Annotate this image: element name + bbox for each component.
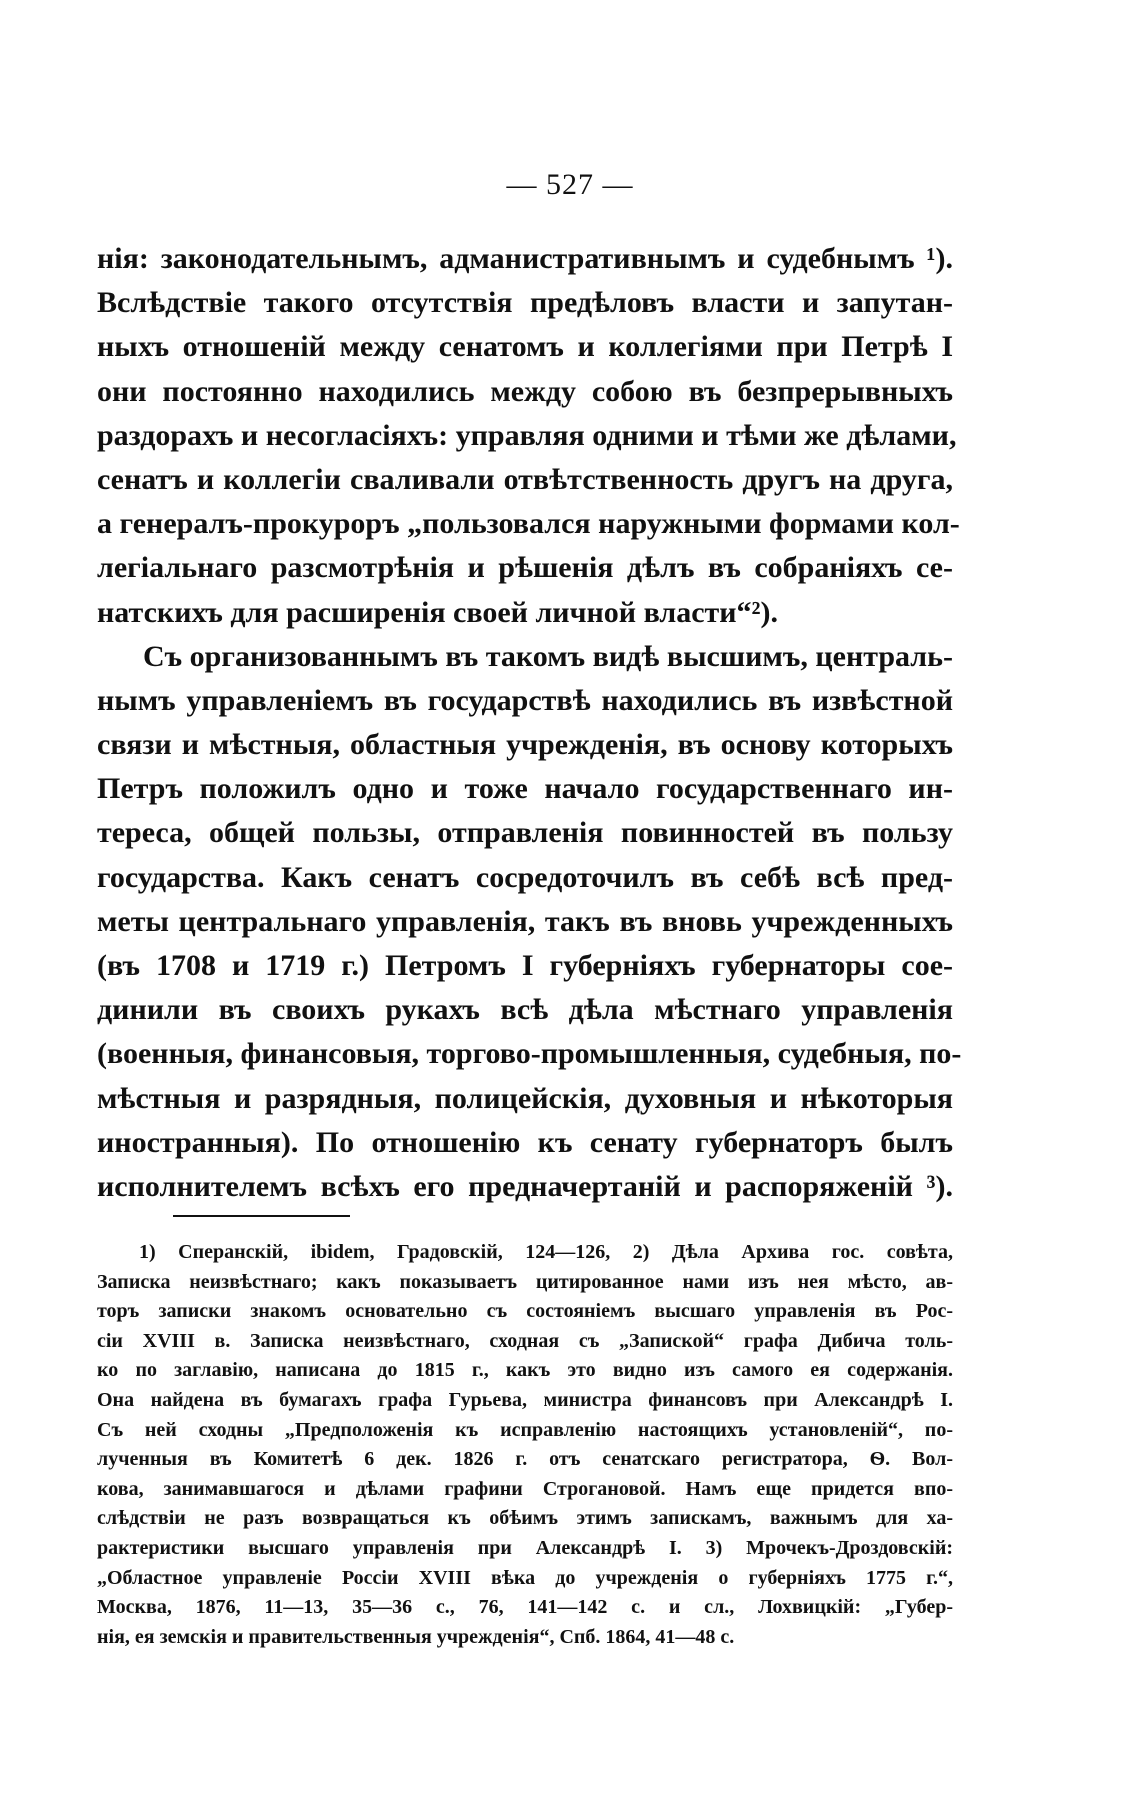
footnote-line: нія, ея земскія и правительственныя учрежденія“, Спб. 1864, 41—48 с. xyxy=(97,1625,735,1648)
footnote-line: „Областное управленіе Россіи XVIII вѣка до учрежденія о губерніяхъ 1775 г.“, xyxy=(97,1566,953,1589)
text-line: меты центральнаго управленія, такъ въ вновь учрежденныхъ xyxy=(97,904,953,938)
text-line: исполнителемъ всѣхъ его предначертаній и распоряженій ³). xyxy=(97,1169,953,1203)
footnote-line: ко по заглавію, написана до 1815 г., какъ это видно изъ самого ея содержанія. xyxy=(97,1359,953,1382)
text-line: они постоянно находились между собою въ безпрерывныхъ xyxy=(97,374,953,408)
text-line: Петръ положилъ одно и тоже начало государственнаго ин- xyxy=(97,772,953,806)
text-line: государства. Какъ сенатъ сосредоточилъ въ себѣ всѣ пред- xyxy=(97,860,953,894)
footnote-line: лученныя въ Комитетѣ 6 дек. 1826 г. отъ сенатскаго регистратора, Ѳ. Вол- xyxy=(97,1448,953,1471)
footnotes xyxy=(97,1238,953,1652)
text-line: легіальнаго разсмотрѣнія и рѣшенія дѣлъ въ собраніяхъ се- xyxy=(97,551,953,585)
body-text xyxy=(97,237,962,1209)
footnote-line: торъ записки знакомъ основательно съ состояніемъ высшаго управленія въ Рос- xyxy=(97,1300,953,1323)
text-line: иностранныя). По отношенію къ сенату губернаторъ былъ xyxy=(97,1125,953,1159)
footnote-line: Записка неизвѣстнаго; какъ показываетъ цитированное нами изъ нея мѣсто, ав- xyxy=(97,1270,953,1293)
footnote-line: Съ ней сходны „Предположенія къ исправленію настоящихъ установленій“, по- xyxy=(97,1418,953,1441)
paragraph-start-line: Съ организованнымъ въ такомъ видѣ высшимъ, централь- xyxy=(143,639,953,673)
text-line: тереса, общей пользы, отправленія повинностей въ пользу xyxy=(97,816,953,850)
text-line: раздорахъ и несогласіяхъ: управляя одними и тѣми же дѣлами, xyxy=(97,418,957,452)
text-line: ныхъ отношеній между сенатомъ и коллегіями при Петрѣ I xyxy=(97,330,953,364)
footnote-line: кова, занимавшагося и дѣлами графини Строгановой. Намъ еще придется впо- xyxy=(97,1477,953,1500)
text-line: динили въ своихъ рукахъ всѣ дѣла мѣстнаго управленія xyxy=(97,993,953,1027)
text-line: натскихъ для расширенія своей личной власти“²). xyxy=(97,595,779,629)
text-line: (военныя, финансовыя, торгово-промышленныя, судебныя, по- xyxy=(97,1037,962,1071)
page-number: — 527 — xyxy=(506,168,634,201)
footnote-separator xyxy=(173,1215,350,1217)
footnote-line: Москва, 1876, 11—13, 35—36 с., 76, 141—142 с. и сл., Лохвицкій: „Губер- xyxy=(97,1596,953,1619)
footnote-line: сіи XVIII в. Записка неизвѣстнаго, сходная съ „Запиской“ графа Дибича толь- xyxy=(97,1329,953,1352)
text-line: сенатъ и коллегіи сваливали отвѣтственность другъ на друга, xyxy=(97,462,953,496)
text-line: мѣстныя и разрядныя, полицейскія, духовныя и нѣкоторыя xyxy=(97,1081,953,1115)
footnote-line: 1) Сперанскій, ibidem, Градовскій, 124—126, 2) Дѣла Архива гос. совѣта, xyxy=(139,1241,953,1263)
text-line: Вслѣдствіе такого отсутствія предѣловъ власти и запутан- xyxy=(97,286,953,320)
text-line: нымъ управленіемъ въ государствѣ находились въ извѣстной xyxy=(97,683,953,717)
footnote-line: слѣдствіи не разъ возвращаться къ обѣимъ этимъ запискамъ, важнымъ для ха- xyxy=(97,1507,953,1530)
footnote-line: Она найдена въ бумагахъ графа Гурьева, министра финансовъ при Александрѣ I. xyxy=(97,1388,953,1411)
text-line: связи и мѣстныя, областныя учрежденія, въ основу которыхъ xyxy=(97,728,953,762)
text-line: а генералъ-прокуроръ „пользовался наружными формами кол- xyxy=(97,507,960,541)
text-line: нія: законодательнымъ, адманистративнымъ и судебнымъ ¹). xyxy=(97,242,953,275)
text-line: (въ 1708 и 1719 г.) Петромъ I губерніяхъ губернаторы сое- xyxy=(97,949,953,982)
footnote-line: рактеристики высшаго управленія при Александрѣ I. 3) Мрочекъ-Дроздовскій: xyxy=(97,1536,953,1559)
